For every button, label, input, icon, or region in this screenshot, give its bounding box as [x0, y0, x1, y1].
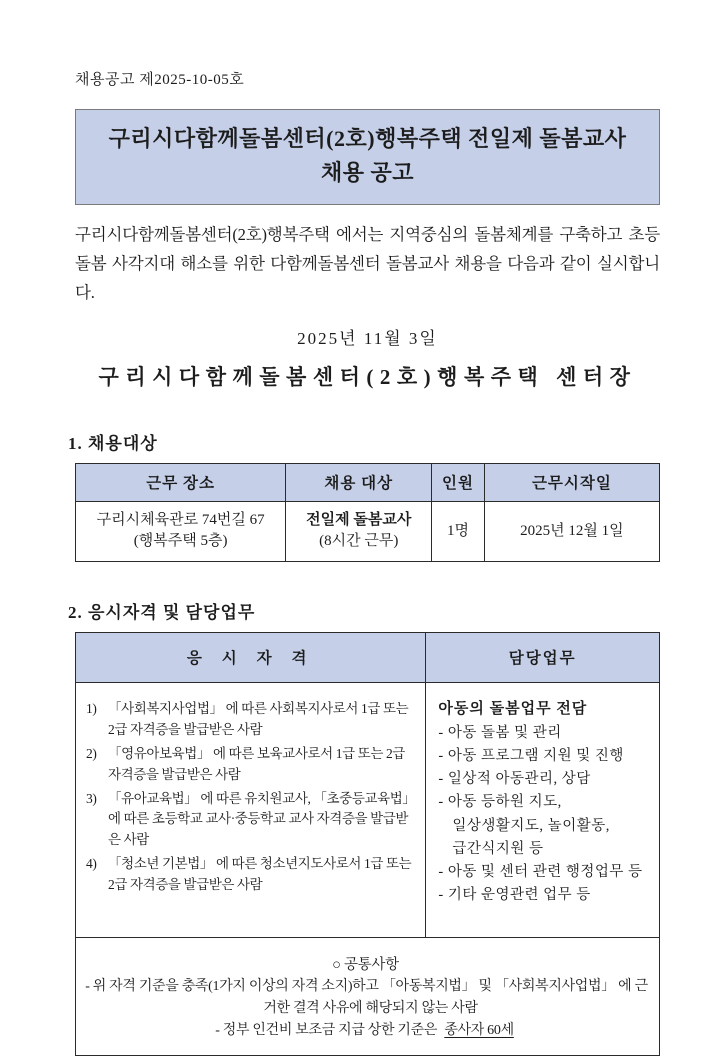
col-header-qualification: 응 시 자 격 — [76, 632, 426, 682]
common-notes-cell — [76, 937, 660, 1056]
common-note-prefix: - 정부 인건비 보조금 지급 상한 기준은 — [215, 1022, 441, 1038]
section2-heading: 2. 응시자격 및 담당업무 — [68, 602, 256, 622]
duty-line: - 아동 프로그램 지원 및 진행 — [438, 748, 624, 764]
qualification-item-number: 1) — [86, 700, 97, 716]
table2-common-row — [76, 937, 660, 1056]
common-note-line: - 위 자격 기준을 충족(1가지 이상의 자격 소지)하고 「아동복지법」 및 「사회복지사업법」 에 근거한 결격 사유에 해당되지 않는 사람 — [85, 979, 648, 1016]
col-header-count: 인원 — [432, 463, 485, 501]
col-header-workplace: 근무 장소 — [76, 463, 286, 501]
common-note-line — [90, 1020, 649, 1042]
startdate-cell: 2025년 12월 1일 — [484, 501, 659, 561]
qualification-item-text: 「청소년 기본법」 에 따른 청소년지도사로서 1급 또는 2급 자격증을 발급받은 사람 — [108, 856, 412, 893]
duty-line: - 일상적 아동관리, 상담 — [438, 771, 591, 788]
qualification-item-number: 2) — [86, 745, 97, 761]
col-header-target: 채용 대상 — [286, 463, 432, 501]
col-header-startdate: 근무시작일 — [484, 463, 659, 501]
table2-header-row — [76, 632, 660, 682]
duty-cell — [426, 682, 660, 937]
table1-header-row — [76, 463, 660, 501]
duty-title: 아동의 돌봄업무 전담 — [438, 700, 588, 717]
qualification-item-text: 「사회복지사업법」 에 따른 사회복지사로서 1급 또는 2급 자격증을 발급받은 사람 — [108, 700, 409, 737]
qualification-duties-table — [75, 632, 660, 1056]
duty-line: - 아동 등하원 지도, — [438, 794, 562, 811]
recruitment-target-table — [75, 463, 660, 562]
intro-paragraph: 구리시다함께돌봄센터(2호)행복주택 에서는 지역중심의 돌봄체계를 구축하고 초등돌봄 사각지대 해소를 위한 다함께돌봄센터 돌봄교사 채용을 다음과 같이 실시합니다. — [75, 225, 660, 302]
qualification-item — [82, 699, 417, 741]
duty-line: - 아동 및 센터 관련 행정업무 등 — [438, 863, 643, 880]
qualification-item-text: 「영유아보육법」 에 따른 보육교사로서 1급 또는 2급 자격증을 발급받은 사람 — [108, 745, 405, 782]
issuer-title: 구리시다함께돌봄센터(2호)행복주택 센터장 — [98, 364, 637, 389]
qualification-item — [82, 854, 417, 896]
qualification-item-number: 4) — [86, 856, 97, 872]
title-line-2: 채용 공고 — [320, 160, 414, 186]
announcement-number: 채용공고 제2025-10-05호 — [75, 72, 245, 88]
title-box — [75, 109, 660, 205]
underlined-age-limit: 종사자 60세 — [444, 1022, 514, 1038]
duty-line: 급간식지원 등 — [452, 840, 544, 857]
workplace-cell — [76, 501, 286, 561]
section1-heading: 1. 채용대상 — [68, 433, 158, 453]
target-line1: 전일제 돌봄교사 — [306, 512, 412, 529]
duty-line: - 기타 운영관련 업무 등 — [438, 887, 591, 904]
col-header-duty: 담당업무 — [426, 632, 660, 682]
count-cell: 1명 — [432, 501, 485, 561]
table2-data-row — [76, 682, 660, 937]
qualification-item — [82, 789, 417, 852]
qualification-item — [82, 744, 417, 786]
duty-line: - 아동 돌봄 및 관리 — [438, 724, 562, 741]
common-notes-title: ○ 공통사항 — [332, 956, 399, 973]
workplace-line1: 구리시체육관로 74번길 67 — [96, 512, 265, 529]
workplace-line2: (행복주택 5층) — [133, 533, 228, 550]
table1-data-row — [76, 501, 660, 561]
announcement-date: 2025년 11월 3일 — [297, 328, 438, 348]
target-cell — [286, 501, 432, 561]
duty-line: 일상생활지도, 놀이활동, — [452, 817, 610, 834]
title-line-1: 구리시다함께돌봄센터(2호)행복주택 전일제 돌봄교사 — [108, 126, 627, 151]
qualification-cell — [76, 682, 426, 937]
qualification-item-text: 「유아교육법」 에 따른 유치원교사, 「초중등교육법」 에 따른 초등학교 교사·중등학교 교사 자격증을 발급받은 사람 — [108, 790, 416, 848]
target-line2: (8시간 근무) — [319, 533, 399, 550]
qualification-item-number: 3) — [86, 790, 97, 806]
